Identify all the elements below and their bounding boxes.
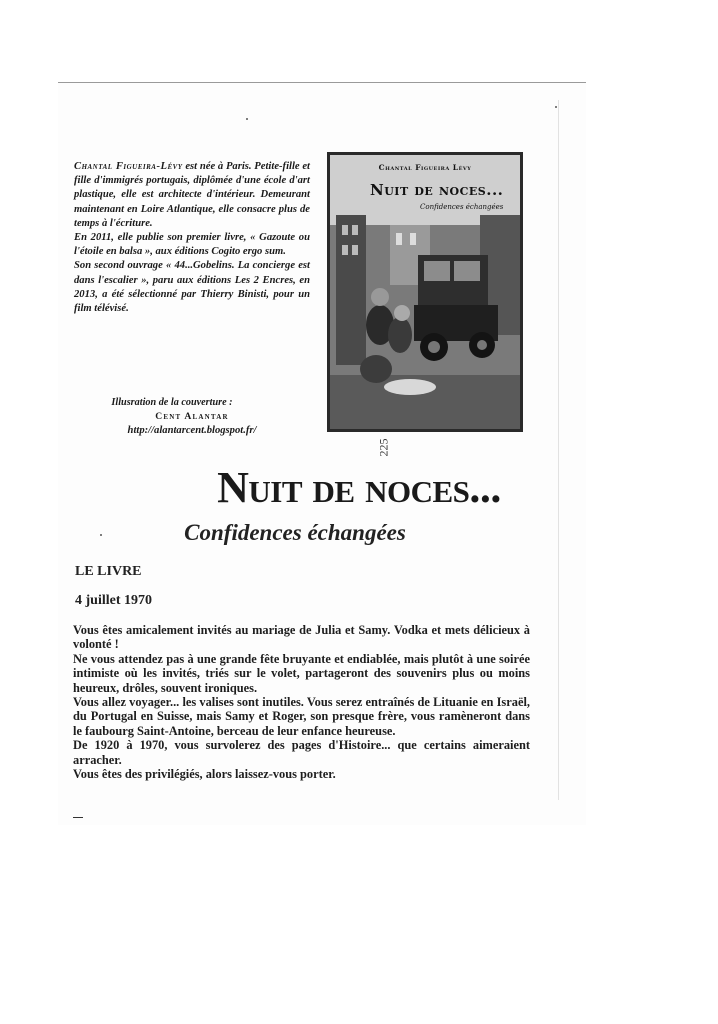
page-edge — [558, 100, 559, 800]
bio-paragraph-3: Son second ouvrage « 44...Gobelins. La concierge est dans l'escalier », paru aux éditions Les 2 Encres, en 2013, a été sélectionné par Thierry Binisti, pour un film télévisé. — [74, 260, 310, 315]
synopsis-paragraph-1: Vous êtes amicalement invités au mariage de Julia et Samy. Vodka et mets délicieux à volonté ! — [73, 623, 530, 652]
cover-subtitle: Confidences échangées — [420, 203, 504, 211]
book-date: 4 juillet 1970 — [75, 593, 152, 608]
illustration-artist: Cent Alantar — [155, 411, 229, 422]
illustration-label: Illusration de la couverture : — [111, 397, 233, 408]
cover-author: Chantal Figueira Lévy — [378, 163, 472, 172]
book-title: Nuit de noces... — [217, 463, 501, 512]
bio-paragraph-2: En 2011, elle publie son premier livre, « Gazoute ou l'étoile en balsa », aux éditions Cogito ergo sum. — [74, 232, 310, 258]
book-cover-image — [327, 152, 523, 432]
illustration-url: http://alantarcent.blogspot.fr/ — [127, 425, 257, 436]
bio-paragraph-1 — [74, 160, 310, 231]
scan-speck — [100, 534, 102, 536]
book-synopsis — [73, 623, 530, 781]
illustration-credit — [74, 396, 310, 438]
scan-speck — [246, 118, 248, 120]
end-dash — [73, 817, 83, 818]
section-label: LE LIVRE — [75, 564, 142, 579]
synopsis-paragraph-4: De 1920 à 1970, vous survolerez des pages d'Histoire... que certains aimeraient arracher. — [73, 738, 530, 767]
bio-paragraph-1-text: est née à Paris. Petite-fille et fille d'immigrés portugais, diplômée d'une école d'art plastique, elle est architecte d'intérieur. Demeurant maintenant en Loire Atlantique, elle consacre plus de temps à l'écriture. — [74, 161, 311, 229]
scan-speck — [555, 106, 557, 108]
book-subtitle: Confidences échangées — [184, 520, 406, 545]
author-name: Chantal Figueira-Lévy — [74, 161, 183, 172]
author-bio — [74, 160, 310, 316]
synopsis-paragraph-3: Vous allez voyager... les valises sont inutiles. Vous serez entraînés de Lituanie en Israël, du Portugal en Suisse, mais Samy et Roger, son presque frère, vous ramèneront dans le faubourg Saint-Antoine, berceau de leur enfance heureuse. — [73, 695, 530, 738]
page-number: 225 — [376, 438, 391, 457]
synopsis-paragraph-5: Vous êtes des privilégiés, alors laissez-vous porter. — [73, 767, 336, 782]
cover-title: Nuit de noces... — [370, 181, 504, 199]
synopsis-paragraph-2: Ne vous attendez pas à une grande fête bruyante et endiablée, mais plutôt à une soirée intimiste où les invités, triés sur le volet, partageront des souvenirs plus ou moins heureux, drôles, souvent ironiques. — [73, 651, 530, 695]
